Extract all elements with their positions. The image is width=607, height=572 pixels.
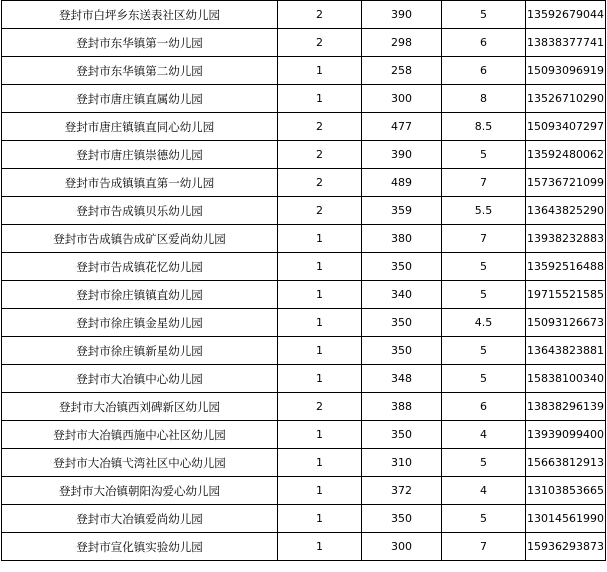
fee-cell: 390 [362, 1, 442, 29]
fee-cell: 258 [362, 57, 442, 85]
table-row [2, 365, 606, 393]
phone-cell: 15736721099 [526, 169, 606, 197]
ratio-cell: 6 [442, 57, 526, 85]
ratio-cell: 5 [442, 365, 526, 393]
classes-cell: 1 [278, 365, 362, 393]
phone-cell: 15936293873 [526, 533, 606, 561]
ratio-cell: 5 [442, 281, 526, 309]
ratio-cell: 5 [442, 141, 526, 169]
ratio-cell: 7 [442, 225, 526, 253]
fee-cell: 298 [362, 29, 442, 57]
phone-cell: 15663812913 [526, 449, 606, 477]
kindergarten-name-cell: 登封市告成镇告成矿区爱尚幼儿园 [2, 225, 278, 253]
phone-cell: 15093096919 [526, 57, 606, 85]
phone-cell: 15838100340 [526, 365, 606, 393]
kindergarten-name-cell: 登封市大冶镇西刘碑新区幼儿园 [2, 393, 278, 421]
ratio-cell: 4.5 [442, 309, 526, 337]
phone-cell: 13838377741 [526, 29, 606, 57]
table-row [2, 113, 606, 141]
classes-cell: 1 [278, 477, 362, 505]
table-row [2, 253, 606, 281]
fee-cell: 380 [362, 225, 442, 253]
fee-cell: 372 [362, 477, 442, 505]
phone-cell: 13838296139 [526, 393, 606, 421]
phone-cell: 13103853665 [526, 477, 606, 505]
classes-cell: 1 [278, 225, 362, 253]
kindergarten-name-cell: 登封市大冶镇朝阳沟爱心幼儿园 [2, 477, 278, 505]
ratio-cell: 5 [442, 337, 526, 365]
table-row [2, 169, 606, 197]
fee-cell: 340 [362, 281, 442, 309]
table-row [2, 309, 606, 337]
ratio-cell: 8 [442, 85, 526, 113]
ratio-cell: 4 [442, 421, 526, 449]
classes-cell: 2 [278, 197, 362, 225]
kindergarten-name-cell: 登封市唐庄镇镇直同心幼儿园 [2, 113, 278, 141]
phone-cell: 15093126673 [526, 309, 606, 337]
fee-cell: 350 [362, 337, 442, 365]
kindergarten-name-cell: 登封市大冶镇爱尚幼儿园 [2, 505, 278, 533]
kindergarten-name-cell: 登封市白坪乡东送表社区幼儿园 [2, 1, 278, 29]
phone-cell: 13592480062 [526, 141, 606, 169]
classes-cell: 2 [278, 29, 362, 57]
classes-cell: 1 [278, 533, 362, 561]
table-row [2, 85, 606, 113]
fee-cell: 300 [362, 85, 442, 113]
kindergarten-name-cell: 登封市大冶镇西施中心社区幼儿园 [2, 421, 278, 449]
kindergarten-table [1, 0, 606, 561]
fee-cell: 310 [362, 449, 442, 477]
fee-cell: 489 [362, 169, 442, 197]
fee-cell: 350 [362, 421, 442, 449]
kindergarten-name-cell: 登封市告成镇贝乐幼儿园 [2, 197, 278, 225]
classes-cell: 1 [278, 337, 362, 365]
kindergarten-name-cell: 登封市告成镇花忆幼儿园 [2, 253, 278, 281]
ratio-cell: 6 [442, 29, 526, 57]
table-row [2, 1, 606, 29]
fee-cell: 359 [362, 197, 442, 225]
classes-cell: 2 [278, 169, 362, 197]
ratio-cell: 6 [442, 393, 526, 421]
kindergarten-name-cell: 登封市大冶镇弋湾社区中心幼儿园 [2, 449, 278, 477]
fee-cell: 350 [362, 253, 442, 281]
ratio-cell: 5 [442, 505, 526, 533]
phone-cell: 13014561990 [526, 505, 606, 533]
ratio-cell: 5.5 [442, 197, 526, 225]
ratio-cell: 5 [442, 253, 526, 281]
kindergarten-name-cell: 登封市徐庄镇金星幼儿园 [2, 309, 278, 337]
classes-cell: 2 [278, 393, 362, 421]
table-body [2, 1, 606, 561]
fee-cell: 350 [362, 505, 442, 533]
phone-cell: 15093407297 [526, 113, 606, 141]
table-row [2, 393, 606, 421]
kindergarten-name-cell: 登封市宣化镇实验幼儿园 [2, 533, 278, 561]
phone-cell: 13939099400 [526, 421, 606, 449]
fee-cell: 477 [362, 113, 442, 141]
phone-cell: 19715521585 [526, 281, 606, 309]
kindergarten-name-cell: 登封市告成镇镇直第一幼儿园 [2, 169, 278, 197]
classes-cell: 1 [278, 253, 362, 281]
classes-cell: 1 [278, 449, 362, 477]
kindergarten-name-cell: 登封市徐庄镇新星幼儿园 [2, 337, 278, 365]
classes-cell: 1 [278, 281, 362, 309]
fee-cell: 348 [362, 365, 442, 393]
kindergarten-name-cell: 登封市徐庄镇镇直幼儿园 [2, 281, 278, 309]
ratio-cell: 4 [442, 477, 526, 505]
classes-cell: 1 [278, 505, 362, 533]
classes-cell: 1 [278, 421, 362, 449]
fee-cell: 300 [362, 533, 442, 561]
table-row [2, 505, 606, 533]
classes-cell: 1 [278, 57, 362, 85]
table-row [2, 141, 606, 169]
phone-cell: 13526710290 [526, 85, 606, 113]
ratio-cell: 7 [442, 533, 526, 561]
phone-cell: 13643823881 [526, 337, 606, 365]
fee-cell: 388 [362, 393, 442, 421]
table-row [2, 477, 606, 505]
classes-cell: 1 [278, 85, 362, 113]
phone-cell: 13643825290 [526, 197, 606, 225]
classes-cell: 2 [278, 141, 362, 169]
fee-cell: 390 [362, 141, 442, 169]
table-row [2, 337, 606, 365]
ratio-cell: 5 [442, 1, 526, 29]
phone-cell: 13592516488 [526, 253, 606, 281]
kindergarten-name-cell: 登封市唐庄镇崇德幼儿园 [2, 141, 278, 169]
table-row [2, 57, 606, 85]
kindergarten-name-cell: 登封市东华镇第二幼儿园 [2, 57, 278, 85]
kindergarten-name-cell: 登封市唐庄镇直属幼儿园 [2, 85, 278, 113]
phone-cell: 13938232883 [526, 225, 606, 253]
table-row [2, 421, 606, 449]
classes-cell: 1 [278, 309, 362, 337]
ratio-cell: 7 [442, 169, 526, 197]
table-row [2, 225, 606, 253]
table-row [2, 281, 606, 309]
table-row [2, 449, 606, 477]
fee-cell: 350 [362, 309, 442, 337]
classes-cell: 2 [278, 113, 362, 141]
table-row [2, 29, 606, 57]
phone-cell: 13592679044 [526, 1, 606, 29]
classes-cell: 2 [278, 1, 362, 29]
kindergarten-name-cell: 登封市大冶镇中心幼儿园 [2, 365, 278, 393]
table-row [2, 533, 606, 561]
ratio-cell: 5 [442, 449, 526, 477]
kindergarten-name-cell: 登封市东华镇第一幼儿园 [2, 29, 278, 57]
ratio-cell: 8.5 [442, 113, 526, 141]
table-row [2, 197, 606, 225]
